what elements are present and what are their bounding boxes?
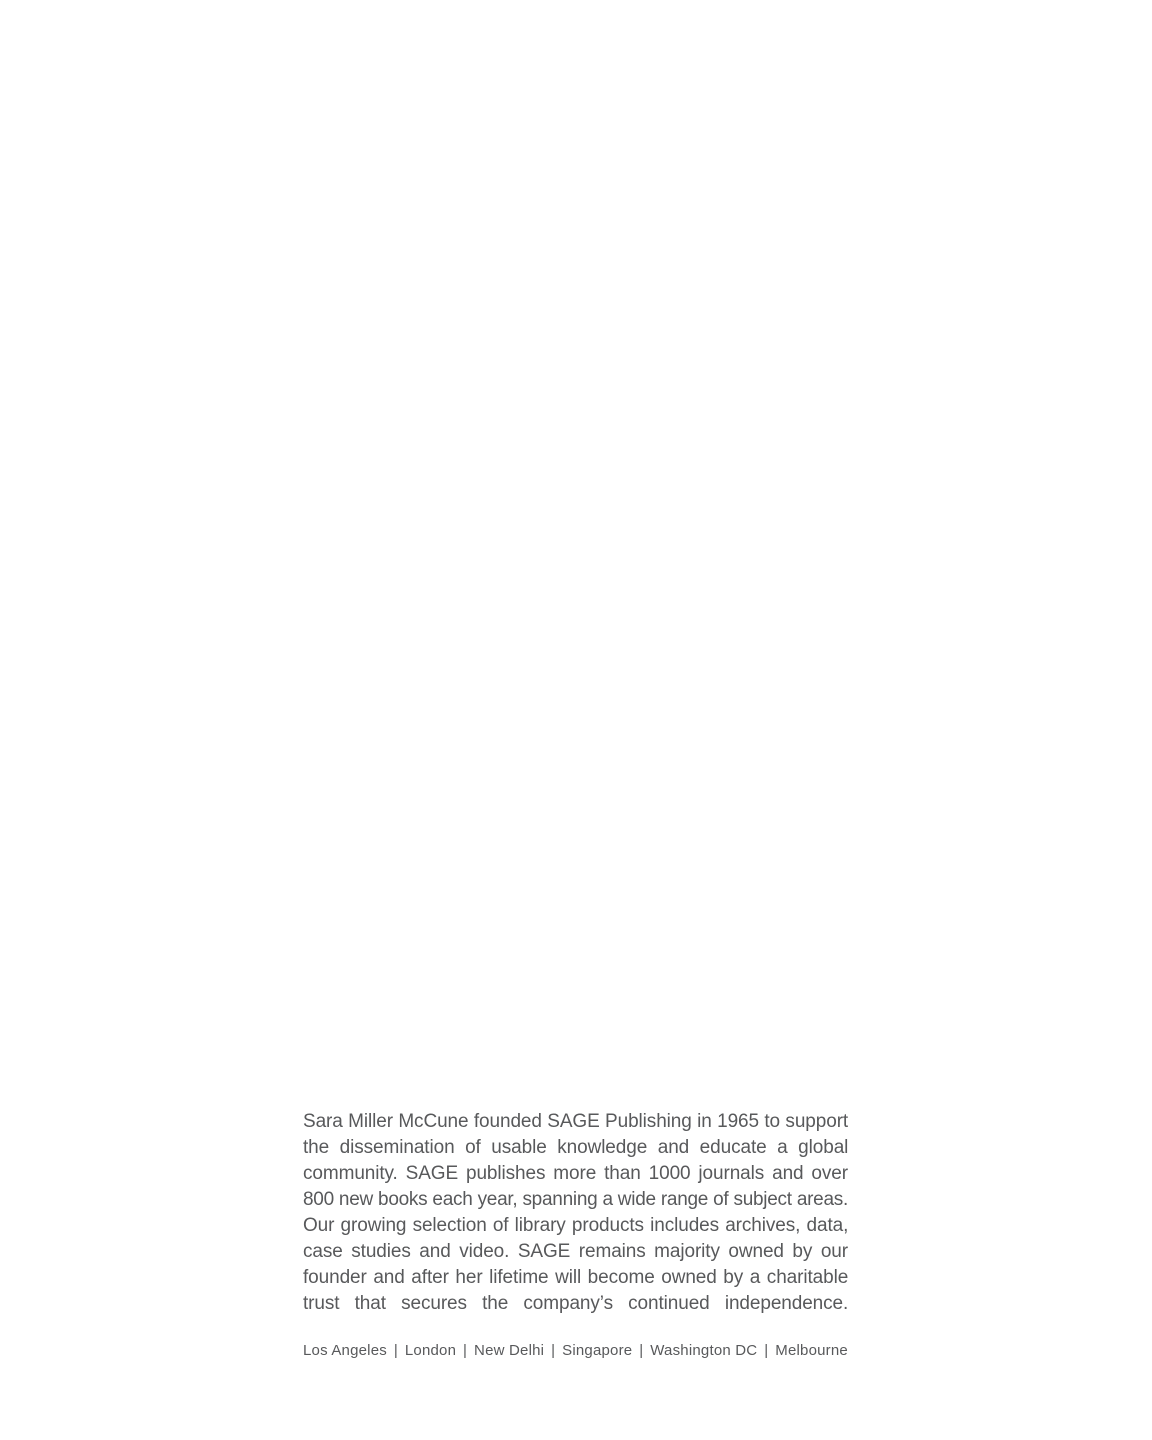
location-separator: | — [551, 1342, 556, 1359]
about-line: 800 new books each year, spanning a wide range of subject areas. — [303, 1189, 848, 1210]
about-line: case studies and video. SAGE remains majority owned by our — [303, 1241, 848, 1262]
about-sage-paragraph — [303, 1109, 848, 1317]
office-locations — [303, 1341, 848, 1361]
location-item: Washington DC — [650, 1342, 758, 1359]
about-sage-block — [303, 1109, 848, 1317]
location-item: Los Angeles — [303, 1342, 387, 1359]
about-line: the dissemination of usable knowledge and educate a global — [303, 1137, 849, 1158]
about-line: Our growing selection of library products includes archives, data, — [303, 1215, 849, 1236]
about-line: trust that secures the company’s continued independence. — [303, 1293, 849, 1314]
location-separator: | — [764, 1342, 769, 1359]
location-separator: | — [463, 1342, 468, 1359]
location-item: London — [404, 1342, 457, 1359]
location-item: New Delhi — [474, 1342, 545, 1359]
location-item: Melbourne — [775, 1342, 848, 1359]
about-line: founder and after her lifetime will become owned by a charitable — [303, 1267, 849, 1288]
location-item: Singapore — [562, 1342, 633, 1359]
location-separator: | — [639, 1342, 644, 1359]
about-line: community. SAGE publishes more than 1000 journals and over — [303, 1163, 848, 1184]
about-line: Sara Miller McCune founded SAGE Publishing in 1965 to support — [303, 1111, 849, 1132]
location-separator: | — [393, 1342, 398, 1359]
